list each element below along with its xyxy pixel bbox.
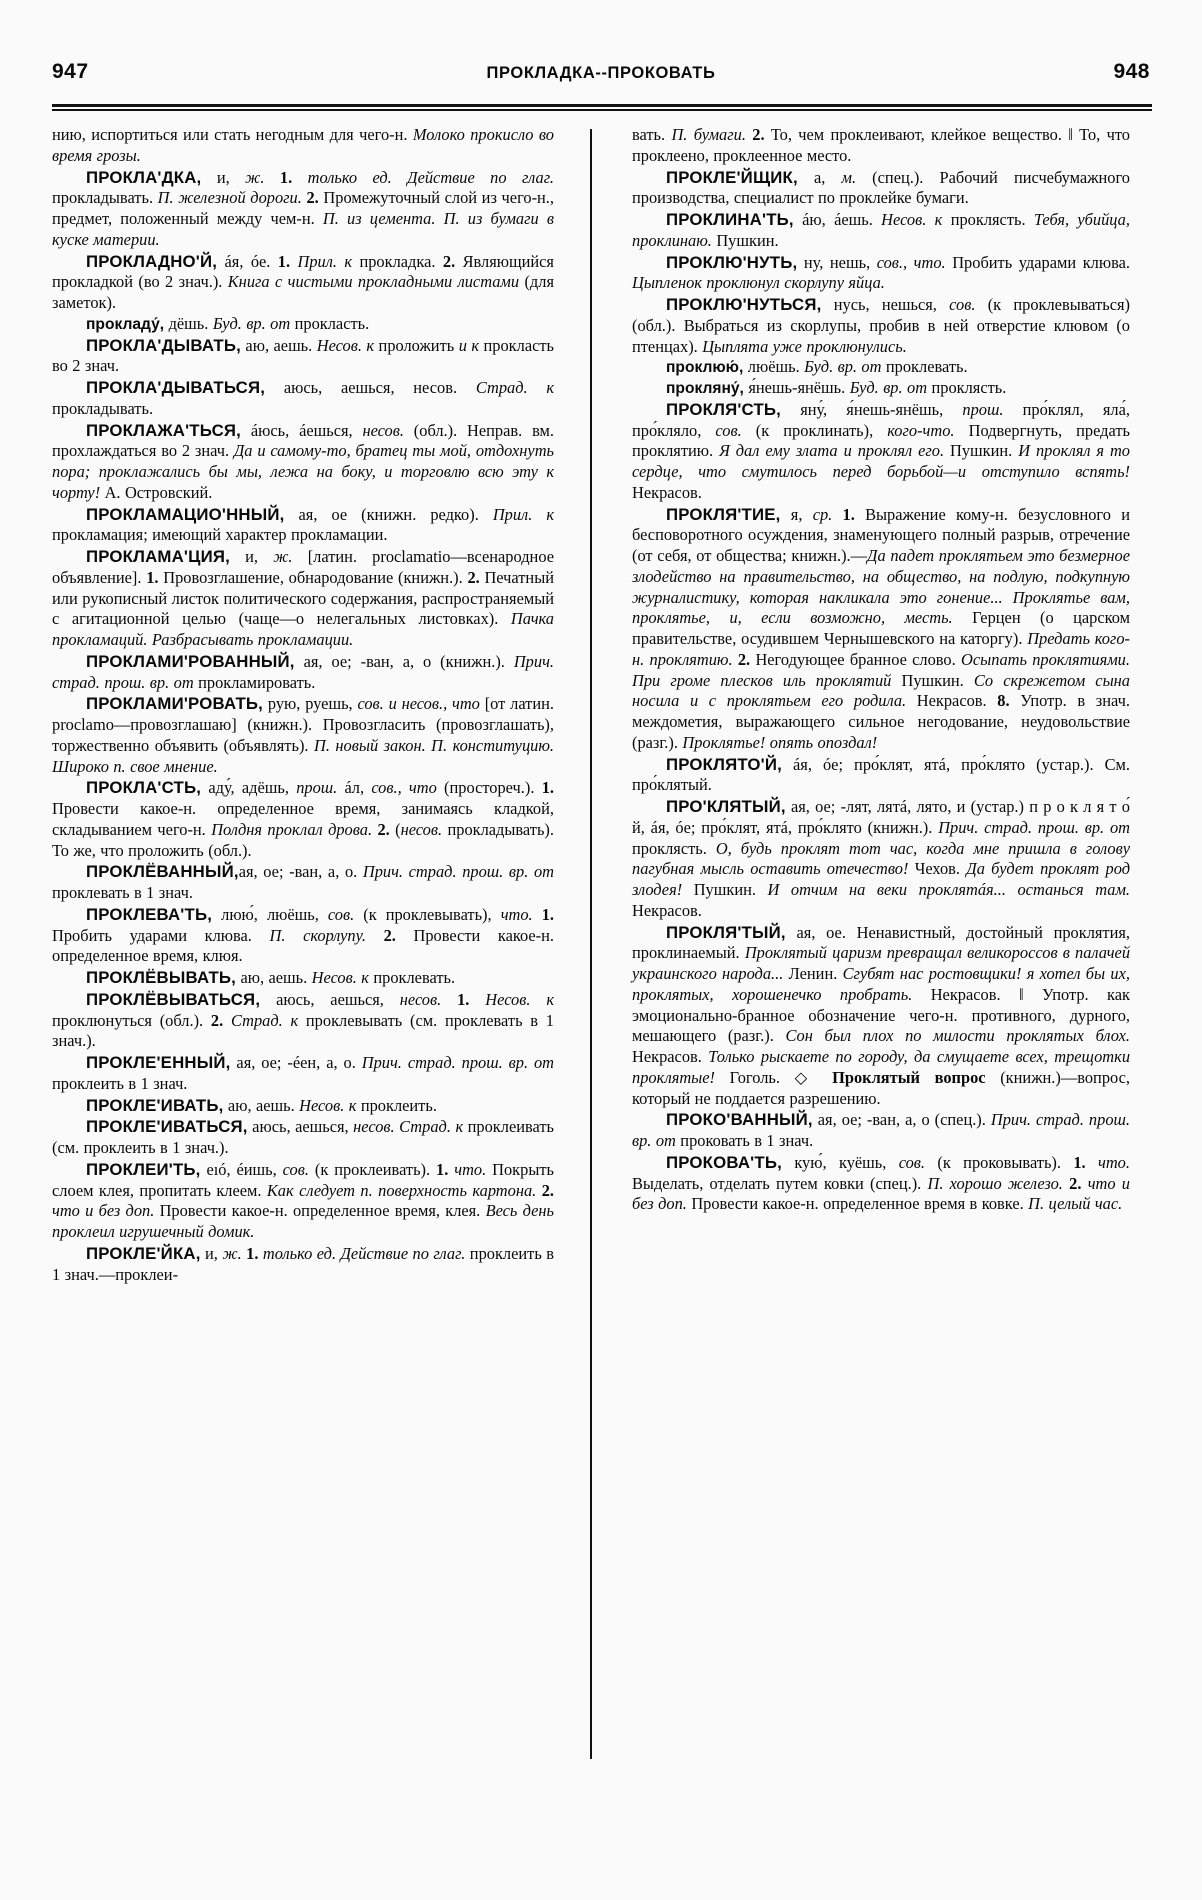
header-rule bbox=[52, 104, 1152, 111]
entry-headword: ПРОКЛЕ'ИВАТЬСЯ, bbox=[86, 1117, 248, 1137]
entry-body: ая, ое; -ван, а, о (книжн.). Прич. страд. прош. вр. от прокламировать. bbox=[52, 651, 554, 692]
entry-body: ая, ое; -éен, а, о. Прич. страд. прош. вр. от проклеить в 1 знач. bbox=[52, 1053, 554, 1093]
entry-headword: ПРОКЛАМА'ЦИЯ, bbox=[86, 547, 230, 566]
dictionary-entry bbox=[52, 861, 554, 904]
entry-headword: ПРОКЛАЖА'ТЬСЯ, bbox=[86, 420, 242, 440]
entry-body: áя, óе; про́клят, ятá, про́клято (устар.). См. про́клятый. bbox=[632, 754, 1130, 795]
entry-body: я́нешь-янёшь. Буд. вр. от проклясть. bbox=[743, 378, 1007, 397]
entry-headword-variant: прокладу́, bbox=[86, 315, 165, 333]
dictionary-entry bbox=[52, 1095, 554, 1117]
rule-thin bbox=[52, 109, 1152, 111]
entry-body: а, м. (спец.). Рабочий писчебумажного производства, специалист по проклейке бумаги. bbox=[632, 167, 1130, 208]
column-left bbox=[52, 125, 572, 1855]
dictionary-entry bbox=[52, 967, 554, 989]
entry-body: аю, аешь. Несов. к проклевать. bbox=[236, 968, 456, 987]
dictionary-entry bbox=[52, 693, 554, 777]
entry-headword-variant: проклюю́, bbox=[666, 359, 744, 377]
entry-body: аюсь, аешься, несов. Страд. к прокладывать. bbox=[52, 378, 555, 418]
dictionary-entry bbox=[52, 904, 554, 967]
entry-body: и, ж. 1. только ед. Действие по глаг. проклеить в 1 знач.—проклеи- bbox=[52, 1243, 554, 1284]
dictionary-entry bbox=[52, 125, 554, 167]
entry-body: аду́, адёшь, прош. áл, сов., что (простореч.). 1. Провести какое-н. определенное время, занимаясь кладкой, складыванием чего-н. Полдня проклал дрова. 2. (несов. прокладывать). То же, что проложить (обл.). bbox=[52, 778, 554, 860]
entry-body: люю́, люёшь, сов. (к проклевывать), что. 1. Пробить ударами клюва. П. скорлупу. 2. Провести какое-н. определенное время, клюя. bbox=[52, 904, 554, 966]
entry-body: дёшь. Буд. вр. от прокласть. bbox=[164, 313, 370, 333]
dictionary-entry bbox=[52, 1243, 554, 1286]
entry-body: еıó, éишь, сов. (к проклеивать). 1. что. Покрыть слоем клея, пропитать клеем. Как следует п. поверхность картона. 2. что и без доп. Провести какое-н. определенное время, клея. Весь день проклеил игрушечный домик. bbox=[52, 1159, 554, 1241]
entry-headword: ПРОКО'ВАННЫЙ, bbox=[666, 1110, 813, 1130]
column-divider bbox=[590, 129, 592, 1759]
dictionary-entry bbox=[52, 1116, 554, 1159]
entry-headword: ПРОКЛЯТО'Й, bbox=[666, 754, 782, 774]
dictionary-entry bbox=[52, 1159, 554, 1243]
running-head bbox=[52, 60, 1150, 94]
folio-right: 948 bbox=[1113, 60, 1150, 83]
dictionary-entry bbox=[52, 989, 554, 1052]
column-right bbox=[610, 125, 1130, 1855]
entry-headword: ПРОКЛИНА'ТЬ, bbox=[666, 210, 794, 229]
entry-body: áюсь, áешься, несов. (обл.). Неправ. вм. прохлаждаться во 2 знач. Да и самому-то, братец ты мой, отдохнуть пора; проклажались бы мы, лежа на боку, и торговлю всю эту к чорту! А. Островский. bbox=[52, 420, 554, 502]
entry-headword: ПРОКЛЕ'ЕННЫЙ, bbox=[86, 1053, 231, 1072]
entry-body: аюсь, аешься, несов. 1. Несов. к проклюнуться (обл.). 2. Страд. к проклевывать (см. проклевать в 1 знач.). bbox=[52, 989, 555, 1051]
entry-body: я, ср. 1. Выражение кому-н. безусловного и бесповоротного осуждения, знаменующего полный разрыв, отречение (от себя, от общества; книжн.).—Да падет проклятьем это безмерное злодейство на правительство, на общество, на подлую, подкупную журналистику, которая накликала это гонение... Проклятье вам, проклятье, и, если возможно, месть. Герцен (о царском правительстве, осудившем Чернышевского на каторгу). Предать кого-н. проклятию. 2. Негодующее бранное слово. Осыпать проклятиями. При громе плесков иль проклятий Пушкин. Со скрежетом сына носила и с проклятьем его родила. Некрасов. 8. Употр. в знач. междометия, выражающего сильное негодование, неудовольствие (разг.). Проклятье! опять опоздал! bbox=[632, 504, 1131, 752]
dictionary-entry bbox=[632, 922, 1130, 1110]
entry-body: áя, óе. 1. Прил. к прокладка. 2. Являющийся прокладкой (во 2 знач.). Книга с чистыми прокладными листами (для заметок). bbox=[52, 251, 554, 312]
dictionary-entry bbox=[632, 125, 1130, 167]
dictionary-entry bbox=[52, 1052, 554, 1095]
dictionary-entry bbox=[632, 1152, 1130, 1215]
entry-body: ая, ое; -лят, лятá, лято, и (устар.) п р о к л я т о́ й, áя, óе; про́клят, ятá, про́клято (книжн.). Прич. страд. прош. вр. от проклясть. О, будь проклят тот час, когда мне пришла в голову пагубная мысль оставить отечество! Чехов. Да будет проклят род злодея! Пушкин. И отчим на веки проклятáя... останься там. Некрасов. bbox=[632, 797, 1130, 920]
entry-body: ну, нешь, сов., что. Пробить ударами клюва. Цыпленок проклюнул скорлупу яйца. bbox=[632, 252, 1131, 293]
entry-body: нусь, нешься, сов. (к проклевываться) (обл.). Выбраться из скорлупы, пробив в ней отверстие клювом (о птенцах). Цыплята уже проклюнулись. bbox=[632, 295, 1130, 356]
entry-body: áю, áешь. Несов. к проклясть. Тебя, убийца, проклинаю. Пушкин. bbox=[632, 210, 1130, 250]
dictionary-entry bbox=[52, 314, 554, 335]
entry-body: ая, ое (книжн. редко). Прил. к прокламация; имеющий характер прокламации. bbox=[52, 504, 554, 545]
dictionary-entry bbox=[52, 504, 554, 547]
entry-body: аюсь, аешься, несов. Страд. к проклеивать (см. проклеить в 1 знач.). bbox=[52, 1117, 555, 1157]
entry-headword: ПРОКЛЕ'ЙКА, bbox=[86, 1243, 201, 1263]
dictionary-entry bbox=[632, 378, 1130, 399]
entry-body: яну́, я́нешь-янёшь, прош. про́клял, яла́, про́кляло, сов. (к проклинать), кого-что. Подвергнуть, предать проклятию. Я дал ему злата и проклял его. Пушкин. И проклял я то сердце, что смутилось перед борьбой—и отступило вспять! Некрасов. bbox=[632, 399, 1131, 502]
entry-body: ая, ое; -ван, а, о (спец.). Прич. страд. прош. вр. от проковать в 1 знач. bbox=[632, 1110, 1130, 1150]
dictionary-entry bbox=[632, 399, 1130, 504]
folio-left: 947 bbox=[52, 60, 89, 83]
entry-headword: ПРОКЛЕИ'ТЬ, bbox=[86, 1159, 201, 1179]
entry-headword: ПРОКЛА'ДКА, bbox=[86, 167, 202, 187]
running-head-title: ПРОКЛАДКА--ПРОКОВАТЬ bbox=[486, 64, 716, 82]
dictionary-entry bbox=[52, 167, 554, 251]
entry-body: вать. П. бумаги. 2. То, чем проклеивают, клейкое вещество. ‖ То, что проклеено, проклеенное место. bbox=[632, 125, 1130, 165]
entry-headword: ПРОКЛЁВЫВАТЬСЯ, bbox=[86, 989, 261, 1009]
dictionary-entry bbox=[632, 754, 1130, 797]
entry-headword: ПРОКЛА'ДЫВАТЬ, bbox=[86, 335, 241, 355]
dictionary-entry bbox=[52, 777, 554, 861]
entry-headword: ПРОКЛЯ'СТЬ, bbox=[666, 399, 782, 419]
entry-body: и, ж. [латин. proclamatio—всенародное объявление]. 1. Провозглашение, обнародование (книжн.). 2. Печатный или рукописный листок политического содержания, распространяемый с агитационной целью (чаще—о нелегальных листовках). Пачка прокламаций. Разбрасывать прокламации. bbox=[52, 547, 554, 649]
entry-body: аю, аешь. Несов. к проклеить. bbox=[223, 1095, 437, 1115]
dictionary-entry bbox=[632, 252, 1130, 295]
entry-headword: ПРОКЛЕ'ЙЩИК, bbox=[666, 167, 798, 187]
entry-body: и, ж. 1. только ед. Действие по глаг. прокладывать. П. железной дороги. 2. Промежуточный слой из чего-н., предмет, положенный между чем-н. П. из цемента. П. из бумаги в куске материи. bbox=[52, 167, 554, 249]
dictionary-entry bbox=[52, 377, 554, 420]
entry-headword: ПРО'КЛЯТЫЙ, bbox=[666, 797, 786, 816]
entry-headword: ПРОКЛАМАЦИО'ННЫЙ, bbox=[86, 504, 285, 524]
entry-headword: ПРОКЛЁВАННЫЙ, bbox=[86, 862, 239, 882]
entry-headword-variant: прокляну́, bbox=[666, 380, 744, 397]
entry-body: ая, ое; -ван, а, о. Прич. страд. прош. вр. от проклевать в 1 знач. bbox=[52, 862, 554, 902]
entry-headword: ПРОКЛЮ'НУТЬ, bbox=[666, 252, 798, 272]
entry-body: люёшь. Буд. вр. от проклевать. bbox=[743, 357, 968, 377]
dictionary-entry bbox=[632, 294, 1130, 357]
entry-headword: ПРОКОВА'ТЬ, bbox=[666, 1152, 782, 1172]
dictionary-entry bbox=[632, 167, 1130, 210]
entry-body: нию, испортиться или стать негодным для чего-н. Молоко прокисло во время грозы. bbox=[52, 125, 554, 165]
entry-headword: ПРОКЛА'ДЫВАТЬСЯ, bbox=[86, 378, 266, 397]
entry-headword: ПРОКЛАДНО'Й, bbox=[86, 251, 218, 271]
dictionary-entry bbox=[52, 651, 554, 694]
entry-body: аю, аешь. Несов. к проложить и к прокласть во 2 знач. bbox=[52, 335, 555, 376]
entry-headword: ПРОКЛЁВЫВАТЬ, bbox=[86, 968, 237, 987]
dictionary-entry bbox=[632, 504, 1130, 754]
entry-body: рую, руешь, сов. и несов., что [от латин. proclamo—провозглашаю] (книжн.). Провозгласить (провозглашать), торжественно объявить (объявлять). П. новый закон. П. конституцию. Широко п. свое мнение. bbox=[52, 694, 554, 776]
entry-headword: ПРОКЛЯ'ТИЕ, bbox=[666, 504, 781, 524]
dictionary-entry bbox=[52, 251, 554, 314]
entry-headword: ПРОКЛЕВА'ТЬ, bbox=[86, 904, 213, 924]
entry-headword: ПРОКЛЯ'ТЫЙ, bbox=[666, 922, 786, 942]
dictionary-entry bbox=[52, 546, 554, 651]
entry-headword: ПРОКЛАМИ'РОВАННЫЙ, bbox=[86, 651, 295, 671]
dictionary-entry bbox=[52, 335, 554, 378]
entry-headword: ПРОКЛАМИ'РОВАТЬ, bbox=[86, 694, 264, 714]
dictionary-entry bbox=[632, 209, 1130, 252]
rule-thick bbox=[52, 104, 1152, 107]
entry-headword: ПРОКЛА'СТЬ, bbox=[86, 778, 202, 798]
entry-body: ая, ое. Ненавистный, достойный проклятия, проклинаемый. Проклятый царизм превращал великороссов в палачей украинского народа... Ленин. Сгубят нас ростовщики! я хотел бы их, проклятых, хорошенечко пробрать. Некрасов. ‖ Употр. как эмоционально-бранное обозначение чего-н. противного, дурного, мешающего (разг.). Сон был плох по милости проклятых блох. Некрасов. Только рыскаете по городу, да смущаете всех, трещотки проклятые! Гоголь. ◇ Проклятый вопрос (книжн.)—вопрос, который не поддается разрешению. bbox=[632, 922, 1131, 1108]
dictionary-entry bbox=[52, 420, 554, 504]
body-columns bbox=[52, 125, 1152, 1855]
entry-body: кую́, куёшь, сов. (к проковывать). 1. что. Выделать, отделать путем ковки (спец.). П. хорошо железо. 2. что и без доп. Провести какое-н. определенное время в ковке. П. целый час. bbox=[632, 1152, 1131, 1214]
dictionary-entry bbox=[632, 796, 1130, 922]
entry-headword: ПРОКЛЮ'НУТЬСЯ, bbox=[666, 295, 822, 314]
dictionary-entry bbox=[632, 1109, 1130, 1152]
entry-headword: ПРОКЛЕ'ИВАТЬ, bbox=[86, 1095, 224, 1115]
dictionary-entry bbox=[632, 357, 1130, 378]
